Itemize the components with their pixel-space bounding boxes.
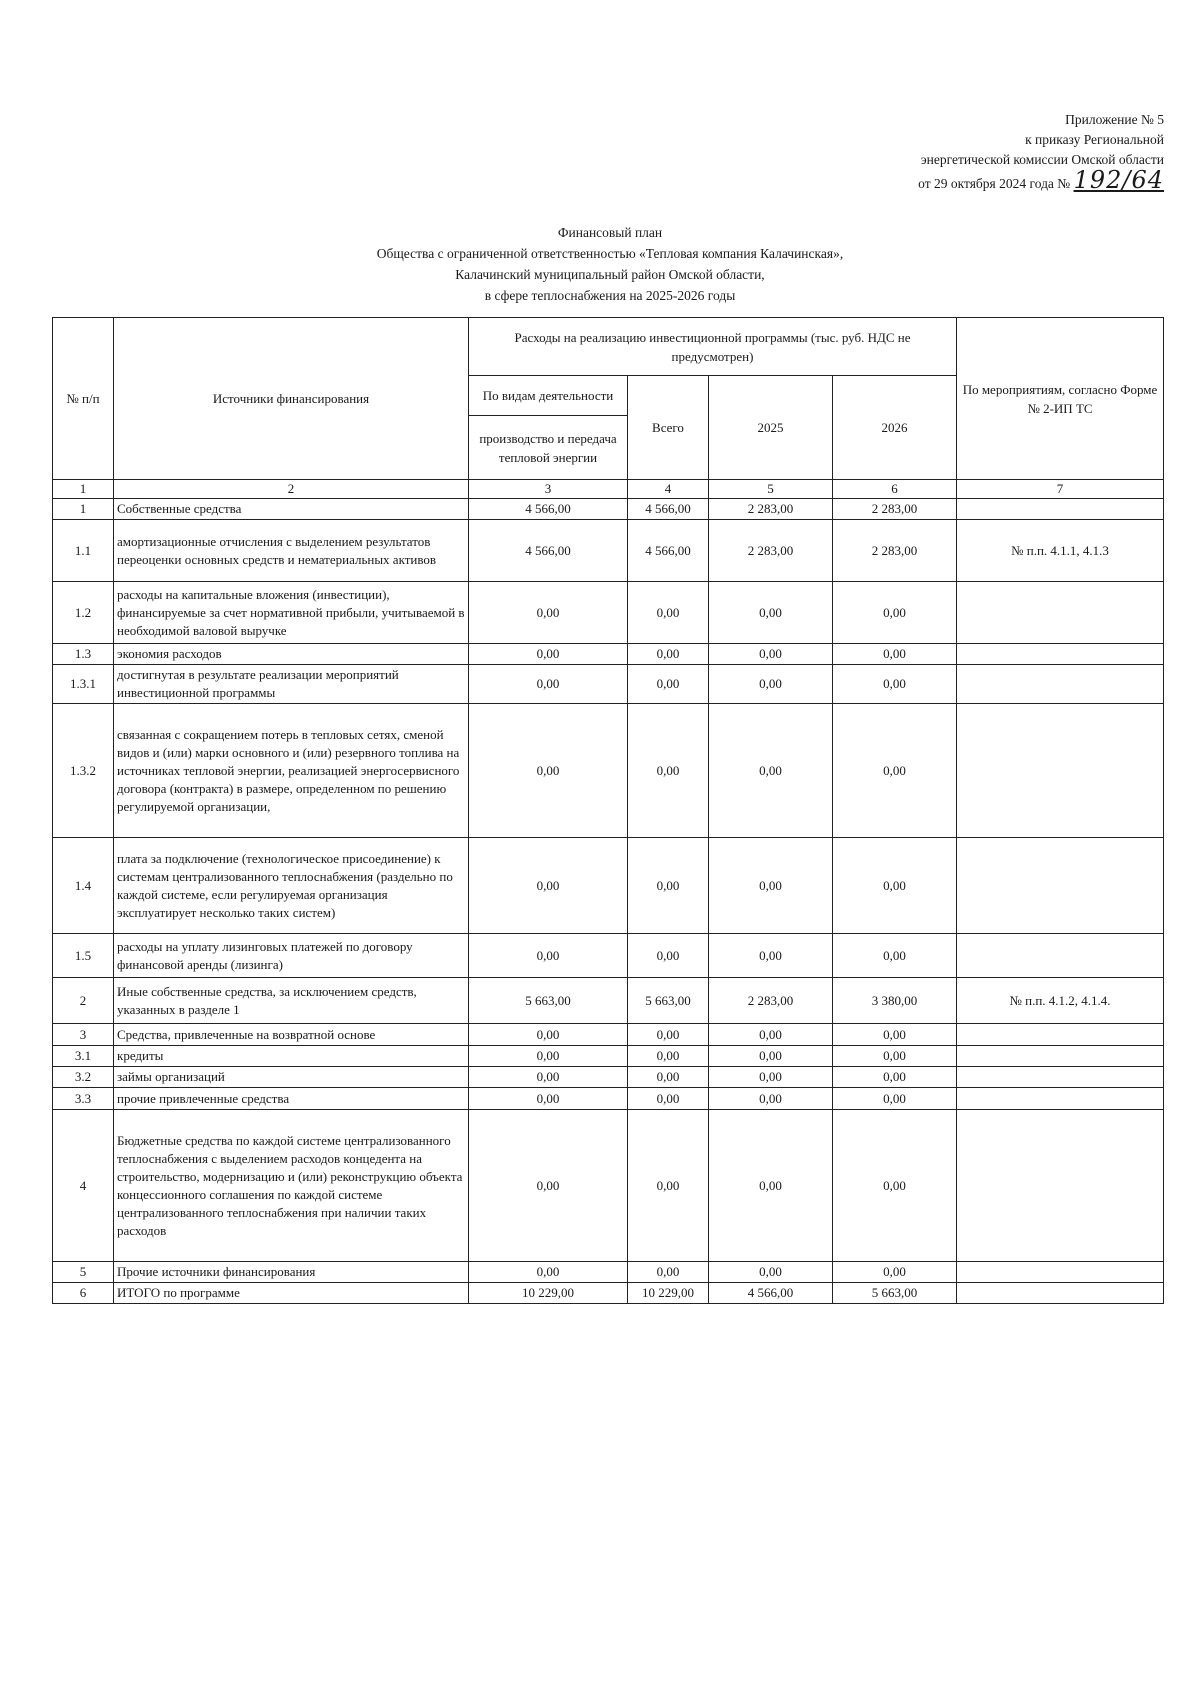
table-row [53,1088,1164,1110]
cell-y2025: 0,00 [709,1024,833,1046]
cell-y2026: 0,00 [833,704,957,838]
cell-prod: 0,00 [469,1262,628,1283]
cell-prod: 0,00 [469,665,628,704]
table-row [53,644,1164,665]
col-index-cell: 2 [114,480,469,499]
cell-total: 10 229,00 [628,1283,709,1304]
cell-y2026: 0,00 [833,1046,957,1067]
cell-events [957,934,1164,978]
cell-num: 1.2 [53,582,114,644]
cell-source: кредиты [114,1046,469,1067]
cell-prod: 0,00 [469,644,628,665]
cell-y2026: 0,00 [833,838,957,934]
cell-num: 3.2 [53,1067,114,1088]
table-row [53,665,1164,704]
cell-y2025: 0,00 [709,704,833,838]
table-row [53,1262,1164,1283]
cell-events: № п.п. 4.1.1, 4.1.3 [957,520,1164,582]
cell-y2026: 0,00 [833,1067,957,1088]
cell-y2026: 5 663,00 [833,1283,957,1304]
cell-source: плата за подключение (технологическое присоединение) к системам централизованного теплоснабжения (раздельно по каждой системе, если регулируемая организация эксплуатирует несколько таких систем) [114,838,469,934]
cell-events [957,1046,1164,1067]
cell-events [957,704,1164,838]
col-index-cell: 3 [469,480,628,499]
cell-source: займы организаций [114,1067,469,1088]
appendix-block [744,110,1164,194]
col-index-cell: 1 [53,480,114,499]
col-index-cell: 4 [628,480,709,499]
cell-num: 1 [53,499,114,520]
header-events: По мероприятиям, согласно Форме № 2-ИП ТС [957,318,1164,480]
cell-source: Собственные средства [114,499,469,520]
cell-num: 3.1 [53,1046,114,1067]
cell-y2025: 0,00 [709,1110,833,1262]
cell-events [957,644,1164,665]
cell-events [957,838,1164,934]
cell-events [957,1262,1164,1283]
col-index-cell: 6 [833,480,957,499]
appendix-line-4 [744,166,1164,194]
col-index-cell: 7 [957,480,1164,499]
cell-total: 5 663,00 [628,978,709,1024]
cell-y2025: 0,00 [709,1262,833,1283]
cell-total: 0,00 [628,1110,709,1262]
cell-num: 1.3 [53,644,114,665]
cell-num: 3 [53,1024,114,1046]
cell-source: Бюджетные средства по каждой системе централизованного теплоснабжения с выделением расходов концедента на строительство, модернизацию и (или) реконструкцию объекта концессионного соглашения по каждой системе централизованного теплоснабжения при наличии таких расходов [114,1110,469,1262]
cell-y2025: 0,00 [709,1067,833,1088]
cell-total: 0,00 [628,582,709,644]
cell-prod: 0,00 [469,1046,628,1067]
header-total: Всего [628,376,709,480]
table-row [53,838,1164,934]
header-by-activity: По видам деятельности [469,376,628,416]
cell-source: Прочие источники финансирования [114,1262,469,1283]
table-row [53,499,1164,520]
header-num: № п/п [53,318,114,480]
cell-prod: 0,00 [469,838,628,934]
cell-prod: 4 566,00 [469,520,628,582]
cell-y2026: 0,00 [833,1262,957,1283]
cell-y2025: 2 283,00 [709,499,833,520]
header-row-1 [53,318,1164,376]
cell-num: 1.4 [53,838,114,934]
cell-y2026: 3 380,00 [833,978,957,1024]
table-row [53,1067,1164,1088]
appendix-line-1: Приложение № 5 [1065,112,1164,127]
cell-y2026: 2 283,00 [833,499,957,520]
cell-y2025: 2 283,00 [709,978,833,1024]
cell-num: 3.3 [53,1088,114,1110]
cell-num: 1.3.1 [53,665,114,704]
cell-events [957,499,1164,520]
cell-prod: 5 663,00 [469,978,628,1024]
handwritten-order-number: 192/64 [1073,166,1164,194]
cell-events [957,665,1164,704]
cell-source: ИТОГО по программе [114,1283,469,1304]
cell-y2026: 0,00 [833,934,957,978]
cell-events [957,582,1164,644]
cell-total: 0,00 [628,644,709,665]
cell-y2026: 0,00 [833,665,957,704]
table-row [53,934,1164,978]
cell-total: 0,00 [628,1067,709,1088]
cell-total: 0,00 [628,934,709,978]
cell-source: Средства, привлеченные на возвратной основе [114,1024,469,1046]
title-line-3: Калачинский муниципальный район Омской области, [455,267,765,282]
cell-prod: 0,00 [469,1067,628,1088]
cell-events [957,1024,1164,1046]
header-2026: 2026 [833,376,957,480]
document-title [0,222,1200,306]
cell-num: 1.3.2 [53,704,114,838]
cell-source: достигнутая в результате реализации мероприятий инвестиционной программы [114,665,469,704]
cell-prod: 0,00 [469,1110,628,1262]
table-row [53,704,1164,838]
cell-total: 0,00 [628,704,709,838]
cell-y2025: 4 566,00 [709,1283,833,1304]
cell-y2026: 0,00 [833,1110,957,1262]
cell-source: экономия расходов [114,644,469,665]
header-2025: 2025 [709,376,833,480]
col-index-cell: 5 [709,480,833,499]
cell-y2025: 0,00 [709,644,833,665]
cell-y2025: 0,00 [709,665,833,704]
order-date-text: от 29 октября 2024 года № [918,176,1071,191]
cell-y2026: 0,00 [833,1088,957,1110]
cell-total: 0,00 [628,665,709,704]
cell-total: 4 566,00 [628,499,709,520]
cell-total: 0,00 [628,1088,709,1110]
header-production: производство и передача тепловой энергии [469,416,628,480]
cell-num: 4 [53,1110,114,1262]
table-row [53,520,1164,582]
cell-source: связанная с сокращением потерь в тепловых сетях, сменой видов и (или) марки основного и (или) резервного топлива на источниках тепловой энергии, реализацией энергосервисного договора (контракта) в размере, определенном по решению регулируемой организации, [114,704,469,838]
appendix-line-3: энергетической комиссии Омской области [920,152,1164,167]
cell-y2026: 0,00 [833,1024,957,1046]
cell-source: расходы на уплату лизинговых платежей по договору финансовой аренды (лизинга) [114,934,469,978]
cell-events [957,1088,1164,1110]
cell-prod: 10 229,00 [469,1283,628,1304]
cell-y2025: 2 283,00 [709,520,833,582]
cell-total: 0,00 [628,1262,709,1283]
cell-prod: 0,00 [469,1088,628,1110]
cell-events: № п.п. 4.1.2, 4.1.4. [957,978,1164,1024]
cell-y2026: 2 283,00 [833,520,957,582]
cell-y2026: 0,00 [833,644,957,665]
cell-source: амортизационные отчисления с выделением результатов переоценки основных средств и нематериальных активов [114,520,469,582]
table-row [53,582,1164,644]
cell-source: Иные собственные средства, за исключением средств, указанных в разделе 1 [114,978,469,1024]
cell-total: 4 566,00 [628,520,709,582]
cell-y2025: 0,00 [709,1046,833,1067]
cell-total: 0,00 [628,1024,709,1046]
cell-prod: 0,00 [469,934,628,978]
cell-y2025: 0,00 [709,582,833,644]
cell-total: 0,00 [628,838,709,934]
cell-num: 5 [53,1262,114,1283]
cell-num: 2 [53,978,114,1024]
cell-events [957,1283,1164,1304]
cell-num: 1.5 [53,934,114,978]
cell-events [957,1110,1164,1262]
table-row [53,1046,1164,1067]
table-row [53,978,1164,1024]
cell-prod: 0,00 [469,1024,628,1046]
title-line-4: в сфере теплоснабжения на 2025-2026 годы [484,288,736,303]
cell-prod: 0,00 [469,582,628,644]
header-expenses: Расходы на реализацию инвестиционной программы (тыс. руб. НДС не предусмотрен) [469,318,957,376]
title-line-1: Финансовый план [557,225,663,240]
appendix-line-2: к приказу Региональной [1025,132,1164,147]
cell-events [957,1067,1164,1088]
cell-y2026: 0,00 [833,582,957,644]
header-source: Источники финансирования [114,318,469,480]
cell-source: прочие привлеченные средства [114,1088,469,1110]
table-row [53,1283,1164,1304]
financial-plan-table [52,317,1164,1304]
cell-y2025: 0,00 [709,934,833,978]
table-row [53,1110,1164,1262]
table-row [53,1024,1164,1046]
title-line-2: Общества с ограниченной ответственностью «Тепловая компания Калачинская», [376,246,844,261]
cell-num: 1.1 [53,520,114,582]
column-index-row [53,480,1164,499]
cell-prod: 0,00 [469,704,628,838]
cell-prod: 4 566,00 [469,499,628,520]
cell-source: расходы на капитальные вложения (инвестиции), финансируемые за счет нормативной прибыли, учитываемой в необходимой валовой выручке [114,582,469,644]
cell-total: 0,00 [628,1046,709,1067]
cell-y2025: 0,00 [709,1088,833,1110]
cell-y2025: 0,00 [709,838,833,934]
cell-num: 6 [53,1283,114,1304]
